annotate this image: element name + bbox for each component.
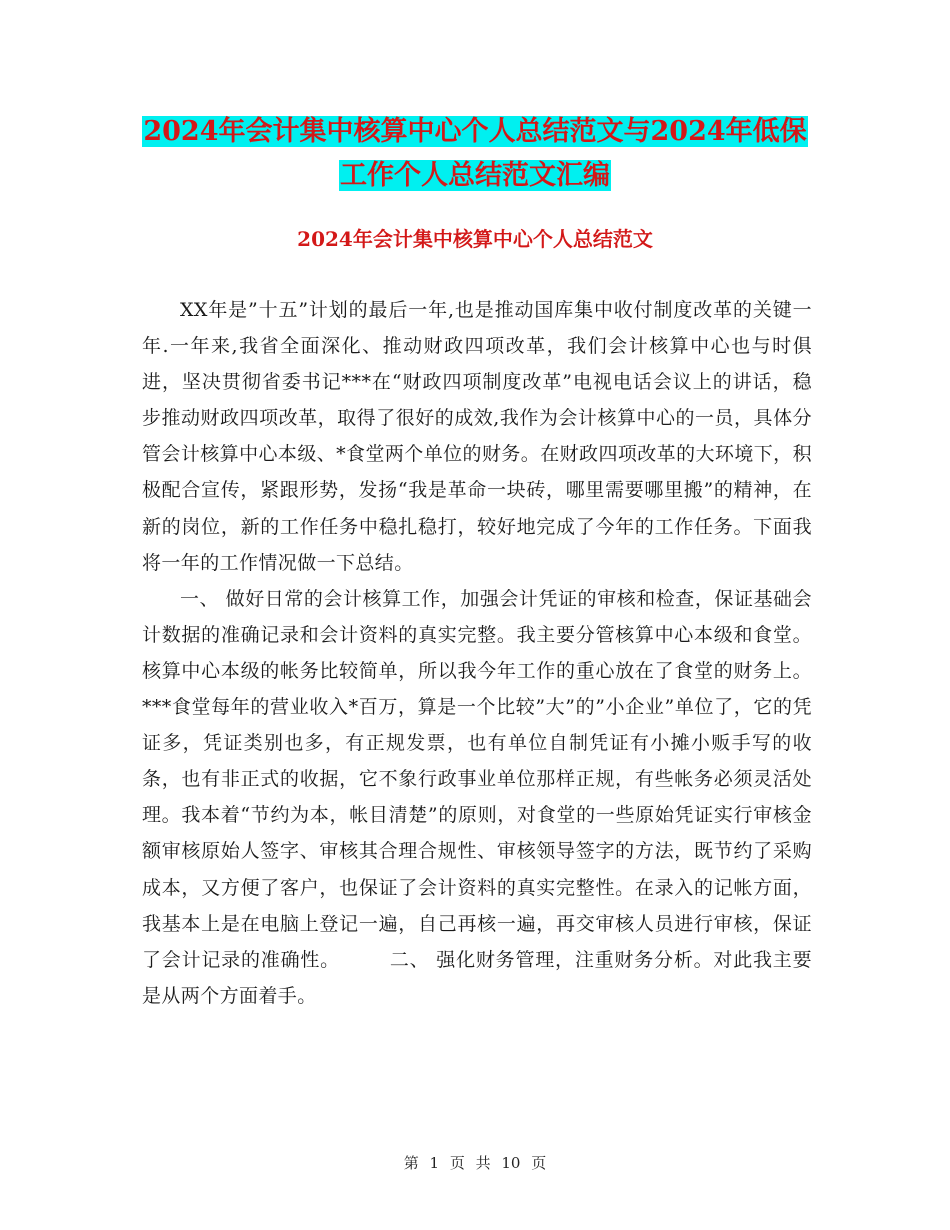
page-number-footer: 第 1 页 共 10 页: [403, 1154, 547, 1172]
paragraph-intro: XX年是”十五”计划的最后一年,也是推动国库集中收付制度改革的关键一年.一年来,我省全面深化、推动财政四项改革，我们会计核算中心也与时俱进，坚决贯彻省委书记***在“财政四项制度改革”电视电话会议上的讲话，稳步推动财政四项改革，取得了很好的成效,我作为会计核算中心的一员，具体分管会计核算中心本级、*食堂两个单位的财务。在财政四项改革的大环境下，积极配合宣传，紧跟形势，发扬“我是革命一块砖，哪里需要哪里搬”的精神，在新的岗位，新的工作任务中稳扎稳打，较好地完成了今年的工作任务。下面我将一年的工作情况做一下总结。: [142, 299, 812, 574]
document-body: [142, 292, 812, 1014]
document-title: [0, 110, 950, 198]
paragraph-section-one: 一、 做好日常的会计核算工作，加强会计凭证的审核和检查，保证基础会计数据的准确记录和会计资料的真实完整。我主要分管核算中心本级和食堂。核算中心本级的帐务比较简单，所以我今年工作的重心放在了食堂的财务上。***食堂每年的营业收入*百万，算是一个比较”大”的”小企业”单位了，它的凭证多，凭证类别也多，有正规发票，也有单位自制凭证有小摊小贩手写的收条，也有非正式的收据，它不象行政事业单位那样正规，有些帐务必须灵活处理。我本着“节约为本，帐目清楚”的原则，对食堂的一些原始凭证实行审核金额审核原始人签字、审核其合理合规性、审核领导签字的方法，既节约了采购成本，又方便了客户，也保证了会计资料的真实完整性。在录入的记帐方面，我基本上是在电脑上登记一遍，自己再核一遍，再交审核人员进行审核，保证了会计记录的准确性。 二、 强化财务管理，注重财务分析。对此我主要是从两个方面着手。: [142, 587, 812, 1007]
document-title-line-1: 2024年会计集中核算中心个人总结范文与2024年低保: [143, 116, 807, 147]
section-title: 2024年会计集中核算中心个人总结范文: [297, 227, 653, 251]
document-title-line-2: 工作个人总结范文汇编: [340, 160, 610, 191]
